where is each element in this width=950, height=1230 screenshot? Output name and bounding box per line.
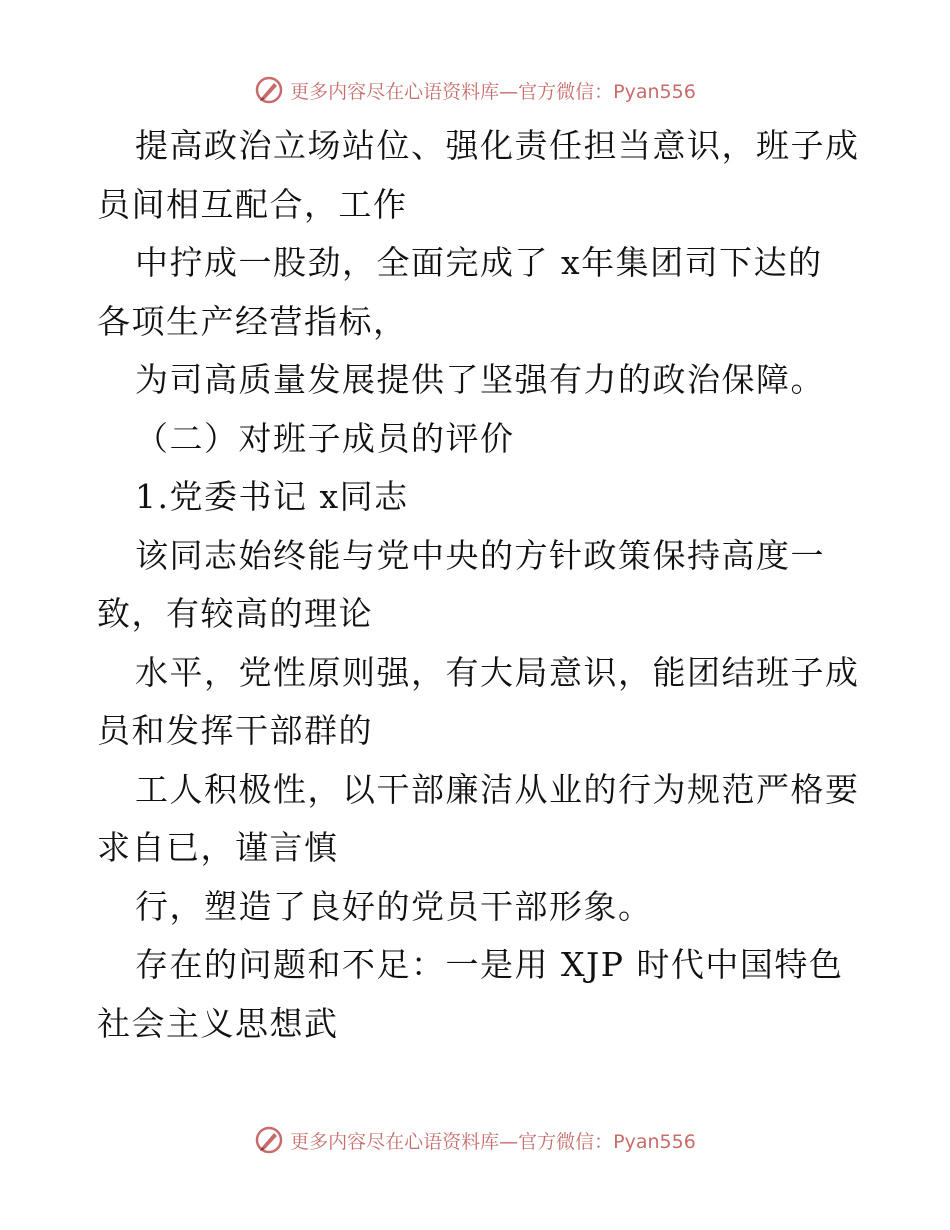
text-line: 社会主义思想武 bbox=[97, 1003, 339, 1043]
text-line: （二）对班子成员的评价 bbox=[135, 418, 515, 458]
text-line: 提高政治立场站位、强化责任担当意识，班子成 bbox=[135, 126, 860, 165]
text-line: 水平，党性原则强，有大局意识，能团结班子成 bbox=[135, 652, 860, 692]
watermark-header bbox=[0, 70, 950, 110]
text-line: 求自已，谨言慎 bbox=[97, 828, 339, 867]
document-body bbox=[97, 117, 867, 1053]
watermark-text: 更多内容尽在心语资料库—官方微信：Pyan556 bbox=[290, 80, 696, 103]
text-line: 为司高质量发展提供了坚强有力的政治保障。 bbox=[135, 360, 825, 399]
text-line: 致，有较高的理论 bbox=[97, 594, 373, 633]
pen-logo-icon bbox=[254, 75, 284, 105]
text-line: 各项生产经营指标， bbox=[97, 301, 408, 341]
text-line: 1.党委书记 x同志 bbox=[135, 477, 409, 516]
pen-logo-icon bbox=[254, 1125, 284, 1155]
text-line: 员和发挥干部群的 bbox=[97, 711, 373, 750]
text-line: 工人积极性，以干部廉洁从业的行为规范严格要 bbox=[135, 769, 860, 809]
text-line: 行，塑造了良好的党员干部形象。 bbox=[135, 886, 653, 926]
watermark-footer bbox=[0, 1120, 950, 1160]
text-line: 中拧成一股劲，全面完成了 x年集团司下达的 bbox=[135, 243, 823, 282]
text-line: 该同志始终能与党中央的方针政策保持高度一 bbox=[135, 535, 825, 575]
text-line: 员间相互配合，工作 bbox=[97, 184, 408, 224]
watermark-text: 更多内容尽在心语资料库—官方微信：Pyan556 bbox=[290, 1130, 696, 1153]
text-line: 存在的问题和不足：一是用 XJP 时代中国特色 bbox=[135, 945, 844, 984]
